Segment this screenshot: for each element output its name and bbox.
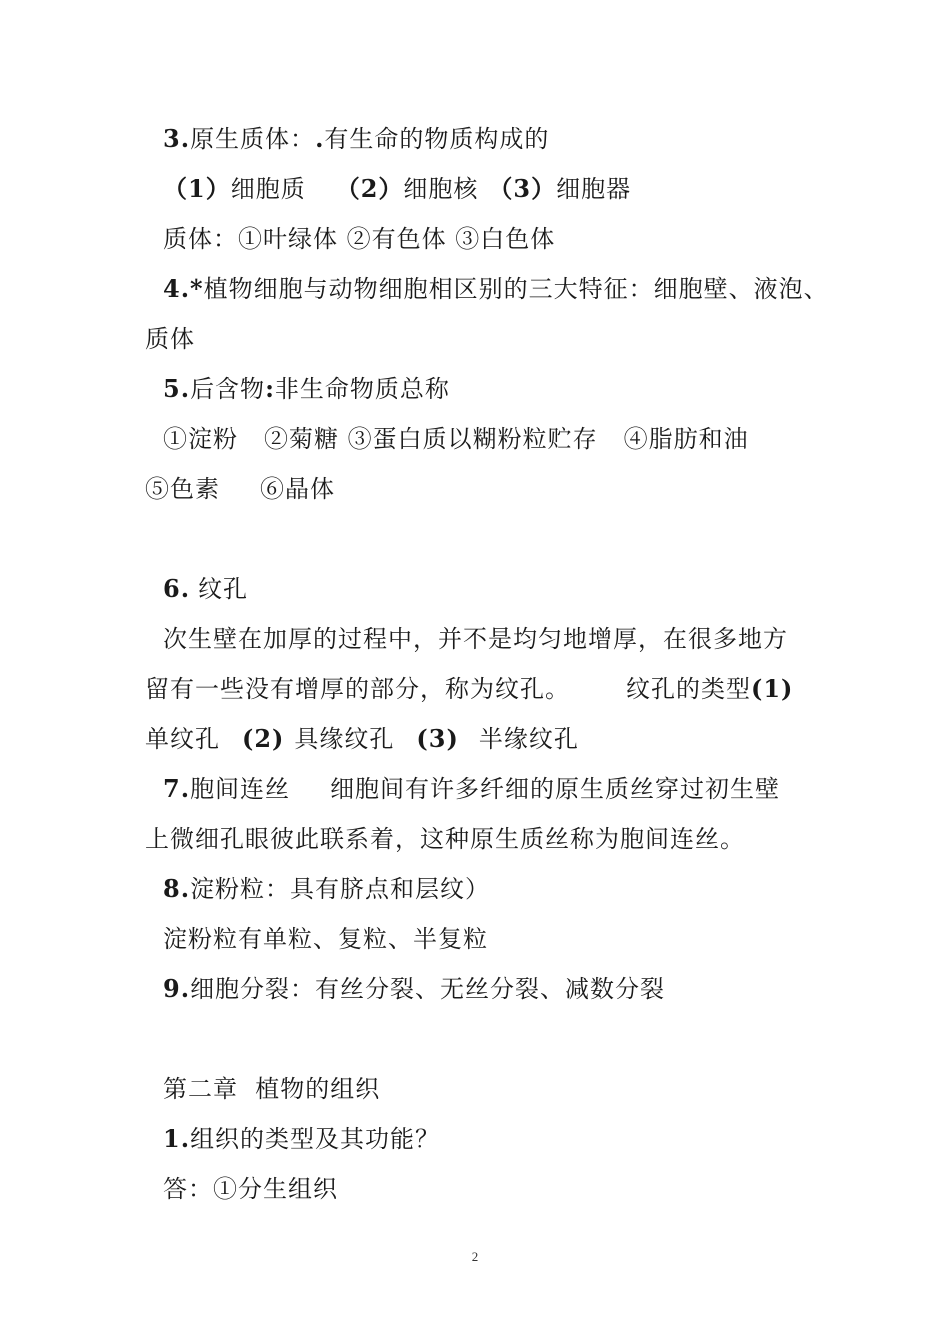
pit-definition-end: 留有一些没有增厚的部分，称为纹孔。 [145, 675, 570, 703]
section-3-number: 3. [163, 124, 191, 153]
item-3-number: （3） [488, 174, 557, 203]
section-6-line-1: 次生壁在加厚的过程中，并不是均匀地增厚，在很多地方 [163, 625, 788, 653]
question-1-text: 组织的类型及其功能？ [190, 1125, 441, 1153]
section-3-rest: 有生命的物质构成的 [324, 125, 550, 153]
item-1-text: 细胞质 [230, 175, 306, 203]
section-4-text: 植物细胞与动物细胞相区别的三大特征：细胞壁、液泡、 [203, 275, 829, 303]
pit-types-label: 纹孔的类型 [626, 675, 751, 703]
section-4-heading [163, 274, 833, 304]
section-5-colon: : [265, 374, 275, 403]
section-7-title: 胞间连丝 [190, 775, 291, 803]
answer-line: 答：①分生组织 [163, 1175, 338, 1203]
section-3-title: 原生质体： [190, 125, 316, 153]
pit-type-3-number: (3) [416, 724, 459, 753]
section-6-line-3 [145, 724, 815, 754]
crystal: ⑥晶体 [260, 475, 335, 503]
section-7-heading [163, 774, 833, 804]
item-1-number: （1） [163, 174, 231, 203]
section-4-continuation: 质体 [145, 325, 195, 353]
section-9-number: 9. [163, 974, 191, 1003]
page-number: 2 [471, 1249, 479, 1264]
section-6-heading [163, 574, 833, 604]
section-7-number: 7. [163, 774, 191, 803]
section-8-line-2: 淀粉粒有单粒、复粒、半复粒 [163, 925, 488, 953]
bordered-pit: 具缘纹孔 [294, 725, 395, 753]
section-4-number: 4.* [163, 274, 204, 303]
section-5-heading [163, 374, 833, 404]
item-2-text: 细胞核 [403, 175, 479, 203]
simple-pit: 单纹孔 [145, 725, 220, 753]
section-3-items [163, 174, 833, 204]
pit-type-1-number: (1) [751, 674, 794, 703]
section-5-list-line-1 [163, 424, 833, 454]
question-1-number: 1. [163, 1124, 191, 1153]
half-bordered-pit: 半缘纹孔 [478, 725, 579, 753]
pit-type-2-number: (2) [242, 724, 285, 753]
section-5-title: 后含物 [190, 375, 266, 403]
inulin-protein: ②菊糖 ③蛋白质以糊粉粒贮存 [264, 425, 598, 453]
section-3-dot: . [315, 124, 325, 153]
section-9-heading [163, 974, 833, 1004]
section-6-title: 纹孔 [198, 575, 249, 603]
section-8-number: 8. [163, 874, 191, 903]
item-3-text: 细胞器 [556, 175, 632, 203]
section-9-title: 细胞分裂：有丝分裂、无丝分裂、减数分裂 [190, 975, 666, 1003]
section-8-heading [163, 874, 833, 904]
section-5-rest: 非生命物质总称 [274, 375, 450, 403]
section-5-list-line-2 [145, 474, 815, 504]
fat-oil: ④脂肪和油 [623, 425, 749, 453]
section-6-number: 6. [163, 574, 191, 603]
question-1 [163, 1124, 833, 1154]
section-7-text: 细胞间有许多纤细的原生质丝穿过初生壁 [330, 775, 781, 803]
section-8-title: 淀粉粒：具有脐点和层纹） [190, 875, 491, 903]
plastid-line: 质体：①叶绿体 ②有色体 ③白色体 [163, 225, 556, 253]
item-2-number: （2） [335, 174, 404, 203]
section-3-heading [163, 124, 833, 154]
chapter-2-title: 第二章 植物的组织 [163, 1075, 381, 1103]
section-6-line-2 [145, 674, 815, 704]
section-7-continuation: 上微细孔眼彼此联系着，这种原生质丝称为胞间连丝。 [145, 825, 745, 853]
pigment: ⑤色素 [145, 475, 220, 503]
starch: ①淀粉 [163, 425, 238, 453]
section-5-number: 5. [163, 374, 191, 403]
